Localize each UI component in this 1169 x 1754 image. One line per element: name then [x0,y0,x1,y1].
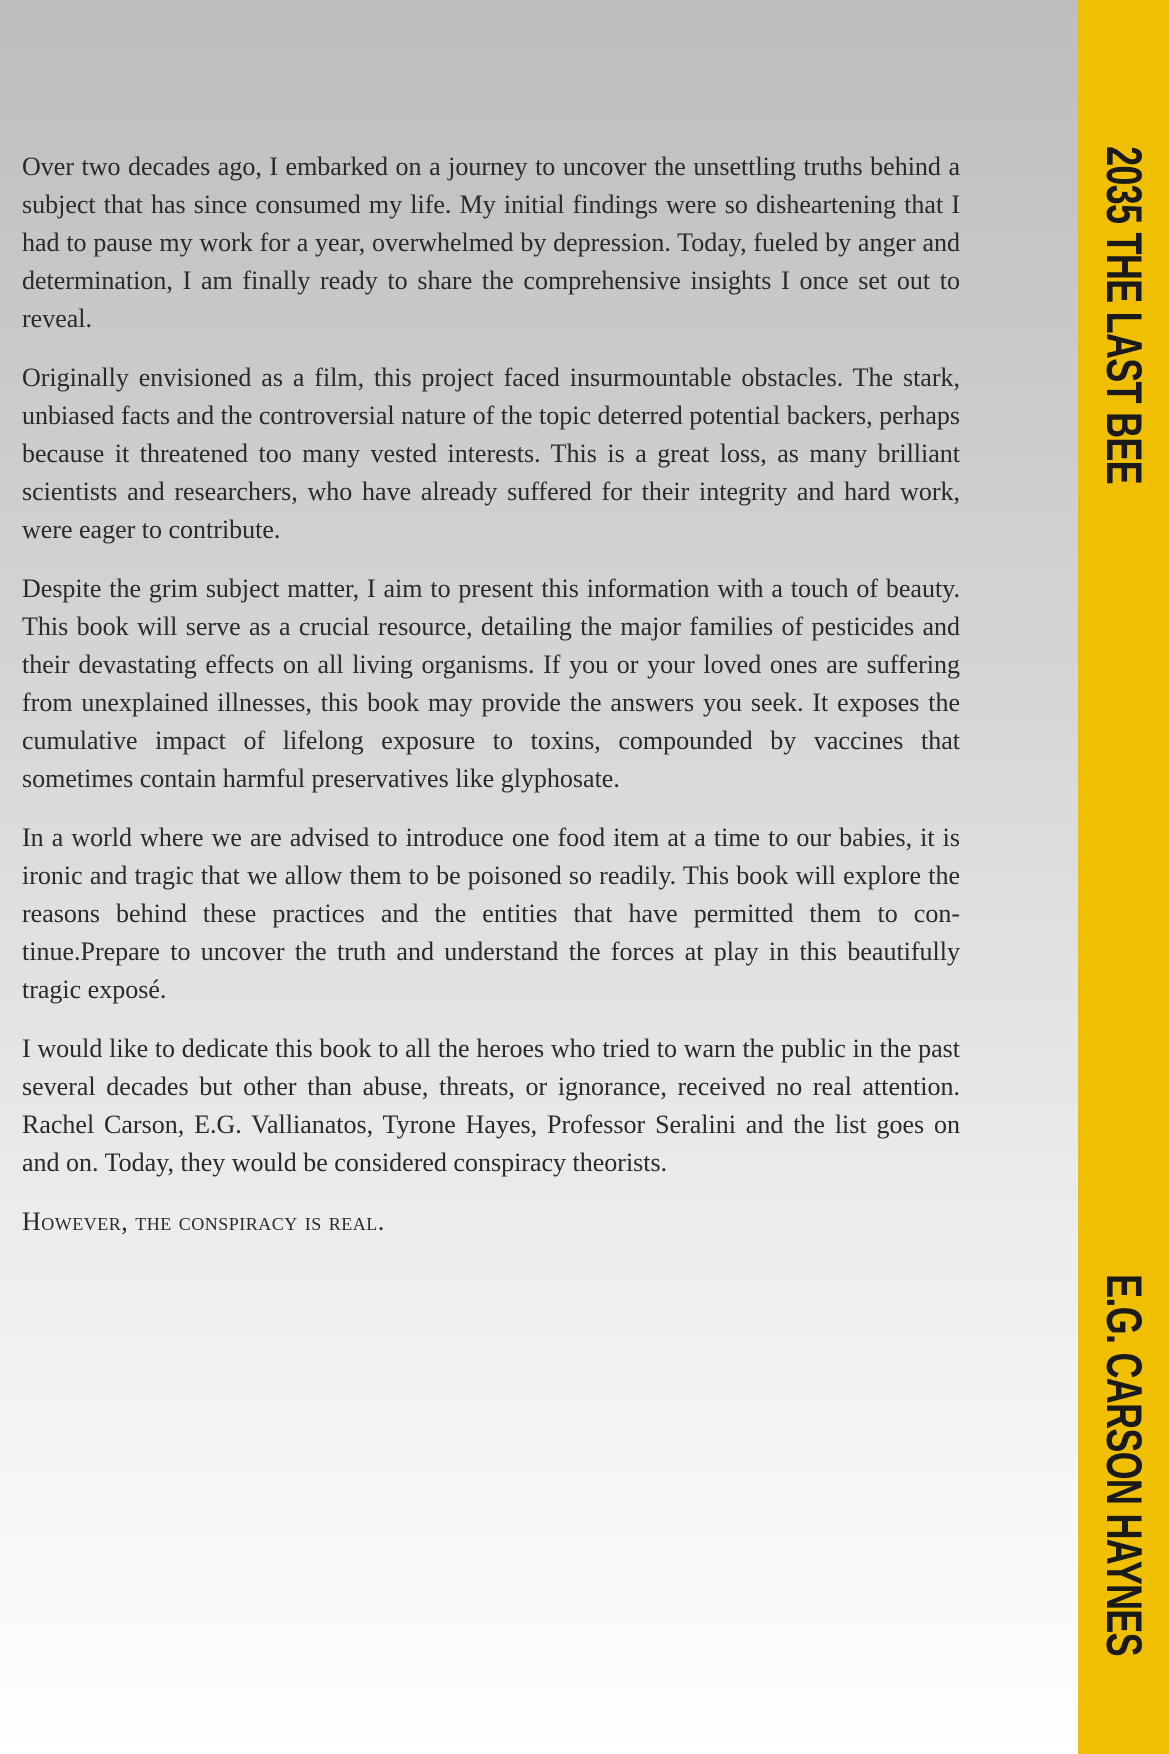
blurb-paragraph-1: Over two decades ago, I embarked on a journey to uncover the unsettling truths behind a subject that has since consumed my life. My initial findings were so disheartening that I had to pause my work for a year, overwhelmed by depression. Today, fueled by anger and determination, I am finally ready to share the comprehensive insights I once set out to reveal. [22,152,960,333]
spine-author: E.G. CARSON HAYNES [1095,1274,1152,1656]
blurb-paragraph-3: Despite the grim subject matter, I aim to present this information with a touch of beauty. This book will serve as a crucial resource, detailing the major families of pesticides and their devastating effects on all living organisms. If you or your loved ones are suffering from unexplained illnesses, this book may provide the answers you seek. It exposes the cumulative impact of lifelong exposure to toxins, compounded by vaccines that sometimes contain harmful preservatives like glyphosate. [22,574,960,793]
spine-title: 2035 THE LAST BEE [1095,146,1152,484]
blurb-text [22,148,960,1241]
blurb-paragraph-2: Originally envisioned as a film, this project faced insurmountable obstacles. The stark, unbiased facts and the controversial nature of the topic deterred potential backers, perhaps because it threatened too many vested interests. This is a great loss, as many brilliant scientists and researchers, who have already suffered for their integrity and hard work, were eager to contribute. [22,363,960,544]
blurb-paragraph-4: In a world where we are advised to introduce one food item at a time to our babies, it is ironic and tragic that we allow them to be poisoned so readily. This book will explore the reasons behind these practices and the entities that have permitted them to continue.Prepare to uncover the truth and understand the forces at play in this beautifully tragic exposé. [22,823,960,1004]
closing-line: However, the conspiracy is real. [22,1207,385,1236]
blurb-paragraph-5: I would like to dedicate this book to all the heroes who tried to warn the public in the past several decades but other than abuse, threats, or ignorance, received no real attention. Rachel Carson, E.G. Vallianatos, Tyrone Hayes, Professor Seralini and the list goes on and on. Today, they would be considered conspiracy theorists. [22,1034,960,1177]
book-spine [1078,0,1169,1754]
